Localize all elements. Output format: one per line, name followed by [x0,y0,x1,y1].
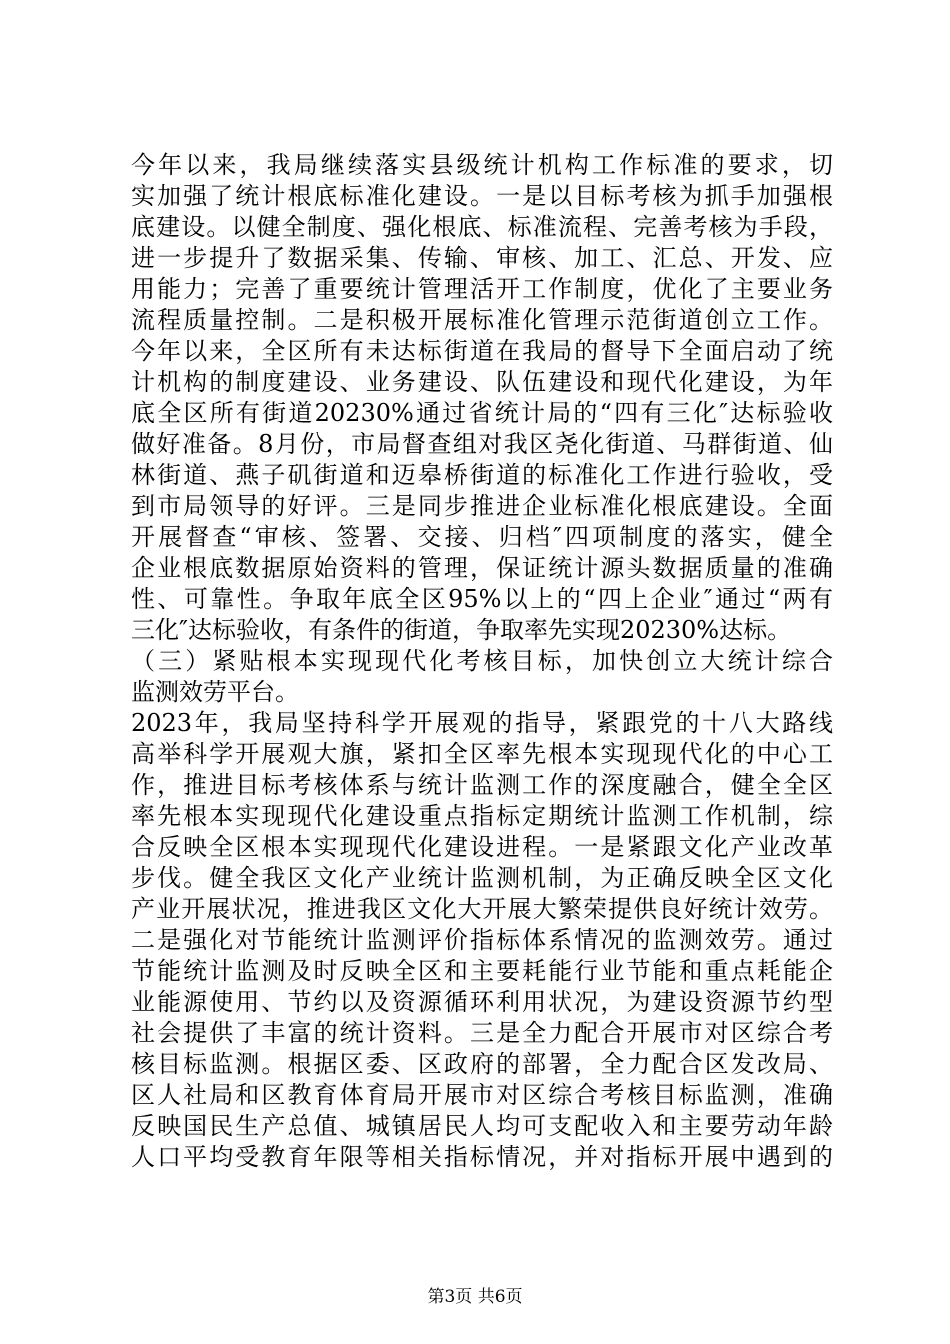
text-line: 今年以来，我局继续落实县级统计机构工作标准的要求，切 [131,151,833,179]
body-text [131,150,833,1173]
section-heading-line: 监测效劳平台。 [131,678,299,706]
text-line: 高举科学开展观大旗，紧扣全区率先根本实现现代化的中心工 [131,740,833,768]
text-line: 用能力；完善了重要统计管理活开工作制度，优化了主要业务 [131,275,833,303]
text-line: 底全区所有街道20230%通过省统计局的“四有三化″达标验收 [131,399,833,427]
text-line: 作，推进目标考核体系与统计监测工作的深度融合，健全全区 [131,771,833,799]
text-line: 计机构的制度建设、业务建设、队伍建设和现代化建设，为年 [131,368,833,396]
section-heading-line: （三）紧贴根本实现现代化考核目标，加快创立大统计综合 [131,647,833,675]
text-line: 进一步提升了数据采集、传输、审核、加工、汇总、开发、应 [131,244,833,272]
text-line: 社会提供了丰富的统计资料。三是全力配合开展市对区综合考 [131,1019,833,1047]
page-number-footer: 第3页 共6页 [427,1287,523,1307]
text-line: 核目标监测。根据区委、区政府的部署，全力配合区发改局、 [131,1050,833,1078]
text-line: 底建设。以健全制度、强化根底、标准流程、完善考核为手段， [131,213,833,241]
text-line: 区人社局和区教育体育局开展市对区综合考核目标监测，准确 [131,1081,833,1109]
text-line: 企业根底数据原始资料的管理，保证统计源头数据质量的准确 [131,554,833,582]
text-line: 到市局领导的好评。三是同步推进企业标准化根底建设。全面 [131,492,833,520]
text-line: 2023年，我局坚持科学开展观的指导，紧跟党的十八大路线 [131,709,833,737]
text-line: 人口平均受教育年限等相关指标情况，并对指标开展中遇到的 [131,1143,833,1171]
text-line: 开展督查“审核、签署、交接、归档″四项制度的落实，健全 [131,523,833,551]
text-line: 林街道、燕子矶街道和迈皋桥街道的标准化工作进行验收，受 [131,461,833,489]
text-line: 产业开展状况，推进我区文化大开展大繁荣提供良好统计效劳。 [131,895,833,923]
text-line: 业能源使用、节约以及资源循环利用状况，为建设资源节约型 [131,988,833,1016]
text-line: 反映国民生产总值、城镇居民人均可支配收入和主要劳动年龄 [131,1112,833,1140]
text-line: 节能统计监测及时反映全区和主要耗能行业节能和重点耗能企 [131,957,833,985]
text-line: 三化″达标验收，有条件的街道，争取率先实现20230%达标。 [131,616,792,644]
text-line: 实加强了统计根底标准化建设。一是以目标考核为抓手加强根 [131,182,833,210]
text-line: 性、可靠性。争取年底全区95%以上的“四上企业″通过“两有 [131,585,833,613]
text-line: 今年以来，全区所有未达标街道在我局的督导下全面启动了统 [131,337,833,365]
text-line: 步伐。健全我区文化产业统计监测机制，为正确反映全区文化 [131,864,833,892]
text-line: 流程质量控制。二是积极开展标准化管理示范街道创立工作。 [131,306,833,334]
text-line: 率先根本实现现代化建设重点指标定期统计监测工作机制，综 [131,802,833,830]
text-line: 合反映全区根本实现现代化建设进程。一是紧跟文化产业改革 [131,833,833,861]
text-line: 二是强化对节能统计监测评价指标体系情况的监测效劳。通过 [131,926,833,954]
text-line: 做好准备。8月份，市局督查组对我区尧化街道、马群街道、仙 [131,430,833,458]
